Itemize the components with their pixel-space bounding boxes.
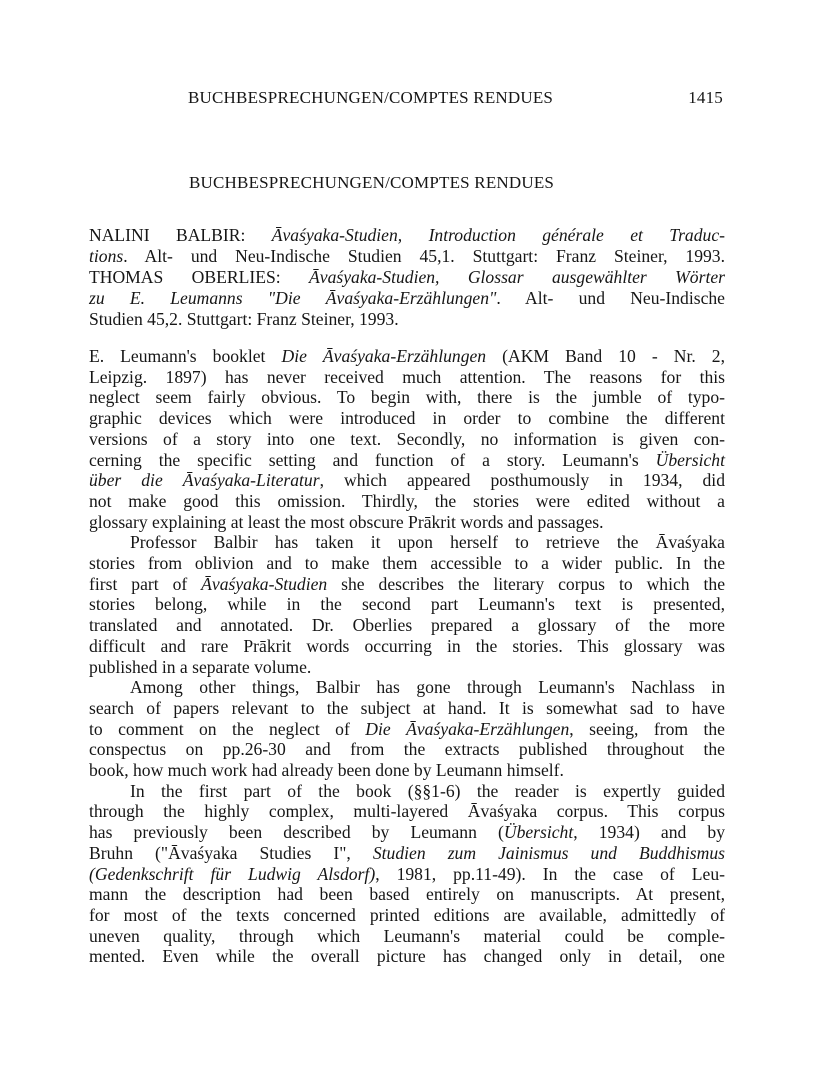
body-line	[89, 512, 725, 533]
bibliography-line	[89, 288, 725, 309]
running-title: BUCHBESPRECHUNGEN/COMPTES RENDUES	[188, 88, 554, 107]
text-run: Among other things, Balbir has gone through Leumann's Nachlass in	[130, 677, 725, 698]
text-run: . Alt- und Neu-Indische Studien 45,1. Stuttgart: Franz Steiner, 1993.	[123, 246, 725, 266]
text-run: mann the description had been based entirely on manuscripts. At present,	[89, 884, 725, 905]
body-line	[89, 739, 725, 760]
body-line	[89, 760, 725, 781]
body-line	[89, 884, 725, 905]
text-run: translated and annotated. Dr. Oberlies prepared a glossary of the more	[89, 615, 725, 636]
text-run: NALINI BALBIR:	[89, 225, 272, 245]
bibliography-line	[89, 309, 725, 330]
text-run: not make good this omission. Thirdly, the stories were edited without a	[89, 490, 725, 511]
text-run: In the first part of the book (§§1-6) the reader is expertly guided	[130, 780, 725, 801]
italic-title-text: (Gedenkschrift für Ludwig Alsdorf)	[89, 863, 376, 884]
italic-title-text: zu E. Leumanns "Die Āvaśyaka-Erzählungen"	[89, 288, 497, 308]
text-run: through the highly complex, multi-layered Āvaśyaka corpus. This corpus	[89, 801, 725, 822]
section-title: BUCHBESPRECHUNGEN/COMPTES RENDUES	[189, 173, 555, 192]
body-line	[89, 429, 725, 450]
body-line	[89, 636, 725, 657]
italic-title-text: über die Āvaśyaka-Literatur	[89, 470, 320, 491]
bibliography-line	[89, 267, 725, 288]
text-run: Professor Balbir has taken it upon herself to retrieve the Āvaśyaka	[130, 532, 725, 553]
body-line	[89, 843, 725, 864]
text-run: Studien 45,2. Stuttgart: Franz Steiner, 1993.	[89, 309, 399, 329]
text-run: THOMAS OBERLIES:	[89, 267, 310, 287]
text-run: glossary explaining at least the most obscure Prākrit words and passages.	[89, 511, 604, 532]
text-run: (AKM Band 10 - Nr. 2,	[486, 346, 725, 366]
text-run: . Alt- und Neu-Indische	[496, 288, 725, 308]
bibliography-line	[89, 246, 725, 267]
italic-title-text: Āvaśyaka-Studien, Glossar ausgewählter Wörter	[309, 267, 725, 287]
text-run: first part of	[89, 573, 202, 594]
italic-title-text: Die Āvaśyaka-Erzählungen	[281, 346, 487, 366]
italic-title-text: Āvaśyaka-Studien	[201, 573, 328, 594]
page-number: 1415	[688, 88, 723, 107]
body-line	[89, 926, 725, 947]
body-line	[89, 553, 725, 574]
text-run: Leipzig. 1897) has never received much attention. The reasons for this	[89, 366, 725, 387]
text-run: , 1934) and by	[573, 822, 725, 843]
body-line	[89, 408, 725, 429]
body-line	[89, 822, 725, 843]
body-line	[89, 367, 725, 388]
text-run: to comment on the neglect of	[89, 718, 366, 739]
italic-title-text: Studien zum Jainismus und Buddhismus	[372, 842, 725, 863]
italic-title-text: Āvaśyaka-Studien, Introduction générale et Traduc-	[271, 225, 725, 245]
text-run: book, how much work had already been done by Leumann himself.	[89, 760, 564, 781]
text-run: for most of the texts concerned printed editions are available, admittedly of	[89, 904, 725, 925]
text-run: published in a separate volume.	[89, 656, 312, 677]
body-line	[89, 677, 725, 698]
text-run: uneven quality, through which Leumann's material could be comple-	[89, 925, 725, 946]
text-run: , 1981, pp.11-49). In the case of Leu-	[375, 863, 725, 884]
text-run: she describes the literary corpus to which the	[327, 573, 725, 594]
body-line	[89, 387, 725, 408]
body-line	[89, 781, 725, 802]
text-run: E. Leumann's booklet	[89, 346, 282, 366]
text-run: graphic devices which were introduced in order to combine the different	[89, 408, 725, 429]
body-line	[89, 532, 725, 553]
text-run: difficult and rare Prākrit words occurring in the stories. This glossary was	[89, 635, 725, 656]
body-line	[89, 801, 725, 822]
body-line	[89, 615, 725, 636]
text-run: versions of a story into one text. Secondly, no information is given con-	[89, 428, 725, 449]
text-run: conspectus on pp.26-30 and from the extracts published throughout the	[89, 739, 725, 760]
text-run: mented. Even while the overall picture has changed only in detail, one	[89, 946, 725, 967]
review-body	[89, 346, 725, 967]
body-line	[89, 719, 725, 740]
body-line	[89, 657, 725, 678]
body-line	[89, 346, 725, 367]
italic-title-text: Die Āvaśyaka-Erzählungen	[365, 718, 570, 739]
text-run: , which appeared posthumously in 1934, did	[319, 470, 725, 491]
body-line	[89, 470, 725, 491]
body-line	[89, 491, 725, 512]
body-line	[89, 946, 725, 967]
text-run: stories from oblivion and to make them accessible to a wider public. In the	[89, 553, 725, 574]
text-run: stories belong, while in the second part Leumann's text is presented,	[89, 594, 725, 615]
bibliography-block	[89, 225, 725, 330]
body-line	[89, 864, 725, 885]
body-line	[89, 450, 725, 471]
italic-title-text: Übersicht	[503, 822, 574, 843]
text-run: Bruhn ("Āvaśyaka Studies I",	[89, 842, 373, 863]
text-run: has previously been described by Leumann (	[89, 822, 504, 843]
italic-title-text: Übersicht	[655, 449, 725, 470]
text-run: cerning the specific setting and function of a story. Leumann's	[89, 449, 656, 470]
running-head	[188, 88, 723, 108]
italic-title-text: tions	[89, 246, 124, 266]
body-line	[89, 905, 725, 926]
text-run: search of papers relevant to the subject at hand. It is somewhat sad to have	[89, 697, 725, 718]
body-line	[89, 698, 725, 719]
bibliography-line	[89, 225, 725, 246]
body-line	[89, 594, 725, 615]
body-line	[89, 574, 725, 595]
text-run: neglect seem fairly obvious. To begin with, there is the jumble of typo-	[89, 387, 725, 408]
text-run: , seeing, from the	[569, 718, 725, 739]
